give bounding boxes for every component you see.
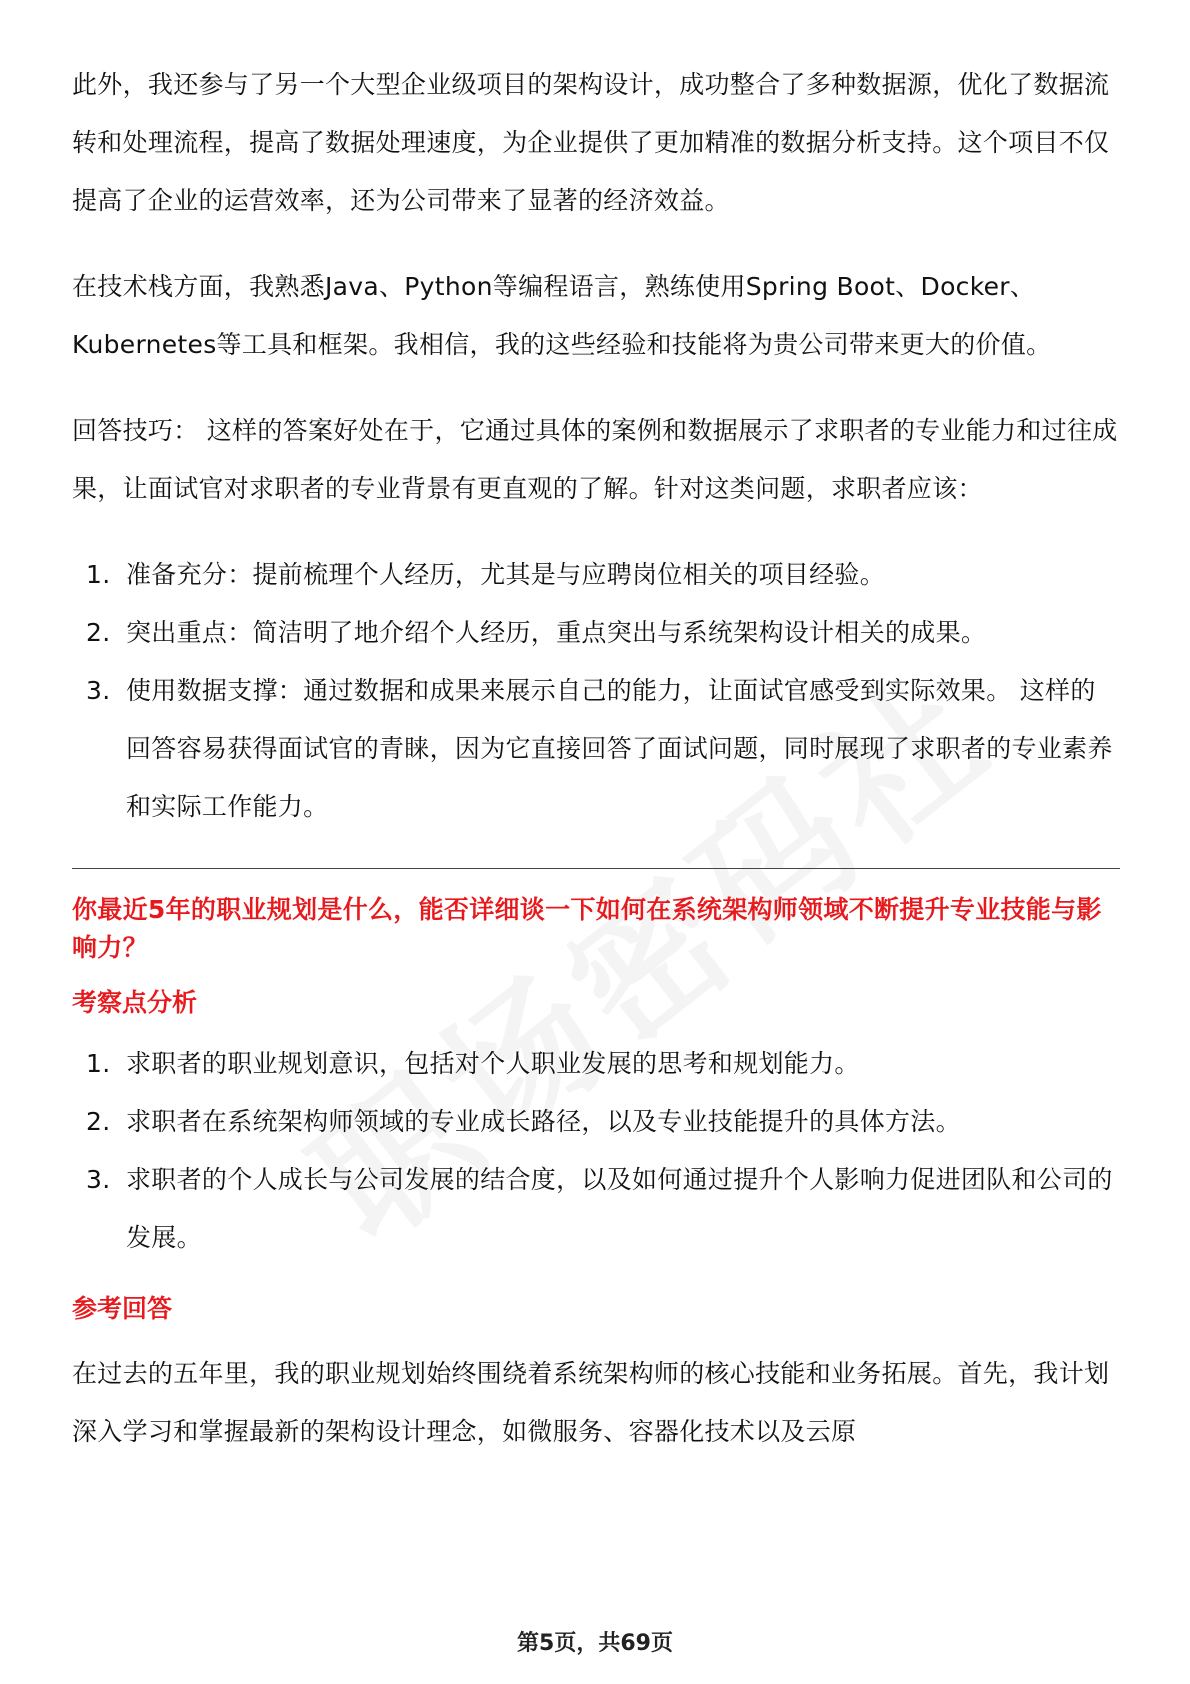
list-number: 2. <box>86 618 111 647</box>
list-item <box>72 662 1120 836</box>
paragraph-answer-tips: 回答技巧： 这样的答案好处在于，它通过具体的案例和数据展示了求职者的专业能力和过往成果，让面试官对求职者的专业背景有更直观的了解。针对这类问题，求职者应该： <box>72 416 1118 503</box>
interview-question: 你最近5年的职业规划是什么，能否详细谈一下如何在系统架构师领域不断提升专业技能与影响力？ <box>72 895 1102 962</box>
list-item <box>72 546 1120 604</box>
list-item-text: 求职者的个人成长与公司发展的结合度，以及如何通过提升个人影响力促进团队和公司的发展。 <box>126 1165 1113 1252</box>
paragraph-tech-stack: 在技术栈方面，我熟悉Java、Python等编程语言，熟练使用Spring Boot、Docker、Kubernetes等工具和框架。我相信，我的这些经验和技能将为贵公司带来更大的价值。 <box>72 272 1052 359</box>
list-item-text: 求职者的职业规划意识，包括对个人职业发展的思考和规划能力。 <box>126 1049 860 1078</box>
list-item-text: 求职者在系统架构师领域的专业成长路径，以及专业技能提升的具体方法。 <box>126 1107 961 1136</box>
page-content <box>72 56 1120 1461</box>
list-number: 2. <box>86 1107 111 1136</box>
paragraph-reference-answer: 在过去的五年里，我的职业规划始终围绕着系统架构师的核心技能和业务拓展。首先，我计划深入学习和掌握最新的架构设计理念，如微服务、容器化技术以及云原 <box>72 1359 1110 1446</box>
list-item <box>72 1151 1120 1267</box>
list-item <box>72 1093 1120 1151</box>
paragraph-project-experience: 此外，我还参与了另一个大型企业级项目的架构设计，成功整合了多种数据源，优化了数据流转和处理流程，提高了数据处理速度，为企业提供了更加精准的数据分析支持。这个项目不仅提高了企业的运营效率，还为公司带来了显著的经济效益。 <box>72 70 1110 215</box>
list-number: 3. <box>86 676 111 705</box>
list-number: 1. <box>86 560 111 589</box>
section-divider <box>72 868 1120 869</box>
list-item <box>72 604 1120 662</box>
list-number: 3. <box>86 1165 111 1194</box>
list-item-text: 突出重点：简洁明了地介绍个人经历，重点突出与系统架构设计相关的成果。 <box>126 618 987 647</box>
analysis-heading: 考察点分析 <box>72 988 198 1017</box>
tips-list <box>72 546 1120 836</box>
analysis-list <box>72 1035 1120 1267</box>
list-item <box>72 1035 1120 1093</box>
list-item-text: 准备充分：提前梳理个人经历，尤其是与应聘岗位相关的项目经验。 <box>126 560 886 589</box>
page-number-footer: 第5页，共69页 <box>517 1631 673 1656</box>
list-number: 1. <box>86 1049 111 1078</box>
answer-heading: 参考回答 <box>72 1294 173 1323</box>
list-item-text: 使用数据支撑：通过数据和成果来展示自己的能力，让面试官感受到实际效果。 这样的回答容易获得面试官的青睐，因为它直接回答了面试问题，同时展现了求职者的专业素养和实际工作能力。 <box>126 676 1113 821</box>
